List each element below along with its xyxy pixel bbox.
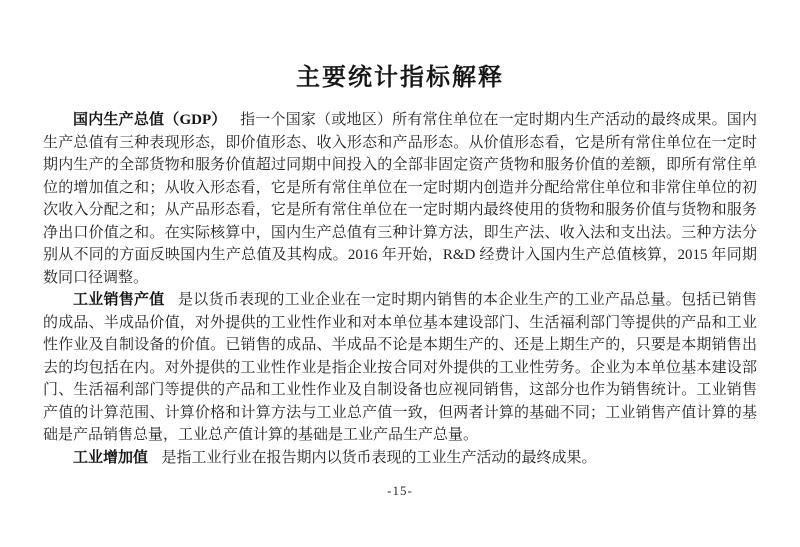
term-gdp: 国内生产总值（GDP）	[73, 112, 227, 128]
paragraph-industrial-sales-output	[43, 289, 757, 447]
definition-industrial-value-added: 是指工业行业在报告期内以货币表现的工业生产活动的最终成果。	[161, 449, 597, 466]
document-body	[43, 109, 757, 469]
paragraph-industrial-value-added	[43, 447, 757, 470]
term-industrial-sales-output: 工业销售产值	[73, 292, 165, 308]
page-number: -15-	[387, 483, 413, 498]
page-title: 主要统计指标解释	[296, 64, 504, 92]
paragraph-gdp	[43, 109, 757, 289]
definition-gdp: 指一个国家（或地区）所有常住单位在一定时期内生产活动的最终成果。国内生产总值有三种表现形态，即价值形态、收入形态和产品形态。从价值形态看，它是所有常住单位在一定时期内生产的全部货物和服务价值超过同期中间投入的全部非固定资产货物和服务价值的差额，即所有常住单位的增加值之和；从收入形态看，它是所有常住单位在一定时期内创造并分配给常住单位和非常住单位的初次收入分配之和；从产品形态看，它是所有常住单位在一定时期内最终使用的货物和服务价值与货物和服务净出口价值之和。在实际核算中，国内生产总值有三种计算方法，即生产法、收入法和支出法。三种方法分别从不同的方面反映国内生产总值及其构成。2016 年开始，R&D 经费计入国内生产总值核算，2015 年同期数同口径调整。	[43, 112, 757, 286]
definition-industrial-sales-output: 是以货币表现的工业企业在一定时期内销售的本企业生产的工业产品总量。包括已销售的成品、半成品价值，对外提供的工业性作业和对本单位基本建设部门、生活福利部门等提供的产品和工业性作业及自制设备的价值。已销售的成品、半成品不论是本期生产的、还是上期生产的，只要是本期销售出去的均包括在内。对外提供的工业性作业是指企业按合同对外提供的工业性劳务。企业为本单位基本建设部门、生活福利部门等提供的产品和工业性作业及自制设备也应视同销售，这部分也作为销售统计。工业销售产值的计算范围、计算价格和计算方法与工业总产值一致，但两者计算的基础不同；工业销售产值计算的基础是产品销售总量，工业总产值计算的基础是工业产品生产总量。	[43, 292, 757, 443]
term-industrial-value-added: 工业增加值	[73, 449, 149, 466]
